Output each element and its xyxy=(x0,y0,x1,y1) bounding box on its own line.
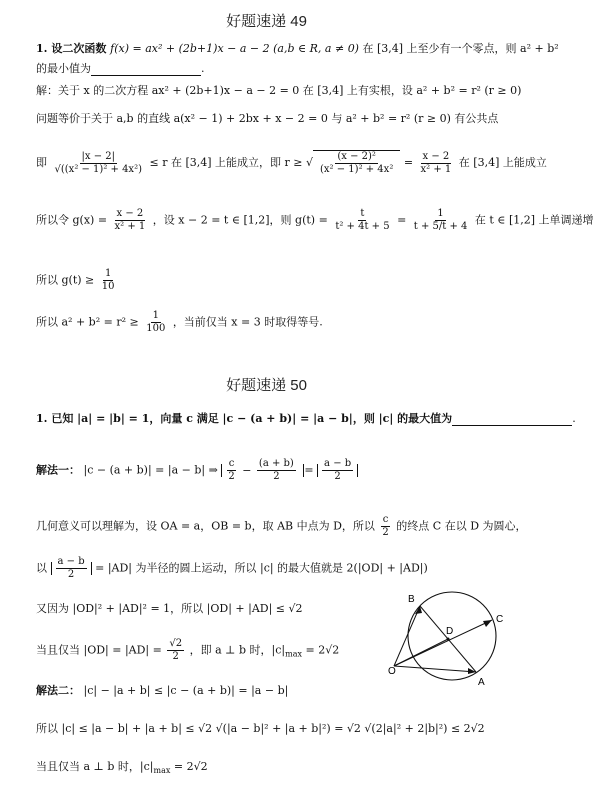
p50-method2-line1 xyxy=(36,684,288,698)
p50-geo-line3: 又因为 |OD|² + |AD|² = 1，所以 |OD| + |AD| ≤ √2 xyxy=(36,602,303,615)
label-O: O xyxy=(388,666,396,677)
text: 即 xyxy=(36,156,47,169)
text: = xyxy=(403,156,414,169)
text: = 2√2 xyxy=(301,643,340,657)
geometry-figure xyxy=(388,592,508,692)
p49-solution-line4 xyxy=(36,208,594,233)
text: = 2√2 xyxy=(170,760,208,773)
fraction xyxy=(333,208,391,233)
text: 当且仅当 a ⊥ b 时，|c| xyxy=(36,760,154,773)
p49-question-line1 xyxy=(36,42,559,56)
numerator: (x − 2)² xyxy=(337,151,376,162)
question-text: 1. 已知 |a| = |b| = 1，向量 c 满足 |c − (a + b)| = |a − b|，则 |c| 的最大值为 xyxy=(36,412,453,425)
p49-solution-line1: 解：关于 x 的二次方程 ax² + (2b+1)x − a − 2 = 0 在 [3,4] 上有实根，设 a² + b² = r² (r ≥ 0) xyxy=(36,84,522,97)
numerator: a − b xyxy=(57,556,85,567)
text: ，即 a ⊥ b 时，|c| xyxy=(189,643,286,657)
p49-q-mid: 在 [3,4] 上至少有一个零点，则 a² + b² xyxy=(358,42,559,55)
fraction xyxy=(100,268,117,293)
method-label: 解法一： xyxy=(36,463,80,477)
numerator: c xyxy=(382,514,389,525)
denominator: 2 xyxy=(273,471,280,482)
p50-question xyxy=(36,412,576,426)
label-A: A xyxy=(478,677,485,688)
numerator: 1 xyxy=(437,208,444,219)
p49-solution-line2: 问题等价于关于 a,b 的直线 a(x² − 1) + 2bx + x − 2 = 0 与 a² + b² = r² (r ≥ 0) 有公共点 xyxy=(36,112,499,125)
p50-method2-line2: 所以 |c| ≤ |a − b| + |a + b| ≤ √2 √(|a − b|² + |a + b|²) = √2 √(2|a|² + 2|b|²) ≤ 2√2 xyxy=(36,722,485,735)
denominator: 100 xyxy=(146,323,166,334)
denominator: 2 xyxy=(228,471,235,482)
denominator: 10 xyxy=(101,281,115,292)
fraction xyxy=(412,208,470,233)
numerator: c xyxy=(228,458,235,469)
p49-q-func: f(x) = ax² + (2b+1)x − a − 2 (a,b ∈ R, a ≠ 0) xyxy=(110,42,359,55)
numerator: 1 xyxy=(104,268,112,279)
text: |c| − |a + b| ≤ |c − (a + b)| = |a − b| xyxy=(83,684,289,697)
label-B: B xyxy=(408,594,415,605)
denominator: (x² − 1)² + 4x² xyxy=(320,164,394,175)
text: − xyxy=(242,463,252,477)
numerator: 1 xyxy=(152,310,159,321)
p49-question-line2: 的最小值为 . xyxy=(36,62,205,75)
segment-OD xyxy=(394,639,448,666)
p50-method2-line3 xyxy=(36,760,208,778)
text: 在 [3,4] 上能成立 xyxy=(458,156,547,169)
point-D xyxy=(447,638,450,641)
fraction xyxy=(113,208,148,233)
abs-bracket xyxy=(317,458,358,482)
fraction xyxy=(53,151,144,176)
text: . xyxy=(572,412,576,425)
text: ，设 x − 2 = t ∈ [1,2]，则 g(t) = xyxy=(152,213,328,227)
text: 当且仅当 |OD| = |AD| = xyxy=(36,643,162,657)
text: = |AD| 为半径的圆上运动，所以 |c| 的最大值就是 2(|OD| + |AD|) xyxy=(95,561,428,575)
denominator: 2 xyxy=(334,471,341,482)
answer-blank xyxy=(91,63,201,76)
denominator: 2 xyxy=(67,569,75,580)
answer-blank xyxy=(452,413,572,426)
numerator: t xyxy=(360,208,365,219)
numerator: √2 xyxy=(169,638,183,649)
numerator: a − b xyxy=(324,458,352,469)
abs-bracket xyxy=(221,458,304,482)
denominator: √((x² − 1)² + 4x²) xyxy=(54,163,142,175)
label-C: C xyxy=(496,614,504,625)
text: = xyxy=(397,213,407,227)
text: 所以令 g(x) = xyxy=(36,213,108,227)
p50-geo-line2 xyxy=(36,556,428,581)
numerator: x − 2 xyxy=(422,150,450,162)
vector-OA xyxy=(394,666,476,672)
denominator: t² + 4t + 5 xyxy=(335,221,390,232)
text: 在 t ∈ [1,2] 上单调递增 xyxy=(474,213,594,227)
p50-geo-line1 xyxy=(36,514,527,539)
text: |c − (a + b)| = |a − b| ⇒ xyxy=(83,463,218,477)
text: ≤ r 在 [3,4] 上能成立，即 r ≥ xyxy=(149,156,303,169)
p49-q-pre: 1. 设二次函数 xyxy=(36,42,111,55)
p49-solution-line3 xyxy=(36,150,547,176)
text: ，当前仅当 x = 3 时取得等号. xyxy=(172,315,323,329)
denominator: x² + 1 xyxy=(420,163,452,175)
p49-solution-line5 xyxy=(36,268,119,293)
text: 所以 a² + b² = r² ≥ xyxy=(36,315,139,329)
subscript: max xyxy=(285,649,302,659)
problem-50-title: 好题速递 50 xyxy=(226,377,307,394)
p50-method1-line1 xyxy=(36,458,358,483)
p49-solution-line6 xyxy=(36,310,323,335)
arrowhead-C xyxy=(483,620,492,627)
fraction xyxy=(144,310,167,335)
vector-OB xyxy=(394,606,420,666)
label-D: D xyxy=(446,626,454,637)
subscript: max xyxy=(153,766,171,776)
problem-49-title: 好题速递 49 xyxy=(226,13,307,30)
text: 的终点 C 在以 D 为圆心， xyxy=(396,519,527,533)
denominator: x² + 1 xyxy=(114,221,146,232)
numerator: (a + b) xyxy=(258,458,294,469)
text: 所以 g(t) ≥ xyxy=(36,273,95,287)
p50-geo-line4 xyxy=(36,638,339,663)
text: = xyxy=(304,463,314,477)
p49-q-tail: 的最小值为 xyxy=(36,62,91,75)
denominator: 2 xyxy=(172,651,179,662)
denominator: 2 xyxy=(382,527,389,538)
numerator: x − 2 xyxy=(116,208,144,219)
denominator: t + 5/t + 4 xyxy=(413,221,468,232)
text: 以 xyxy=(36,561,47,575)
fraction xyxy=(419,151,454,176)
sqrt: √ $\frac{\text{(x − 2)²}}{\text{(x² − 1)² + 4x²}}$ xyxy=(306,150,400,176)
numerator: |x − 2| xyxy=(81,150,115,162)
text: 几何意义可以理解为，设 OA = a，OB = b，取 AB 中点为 D，所以 xyxy=(36,519,375,533)
method-label: 解法二： xyxy=(36,684,80,697)
